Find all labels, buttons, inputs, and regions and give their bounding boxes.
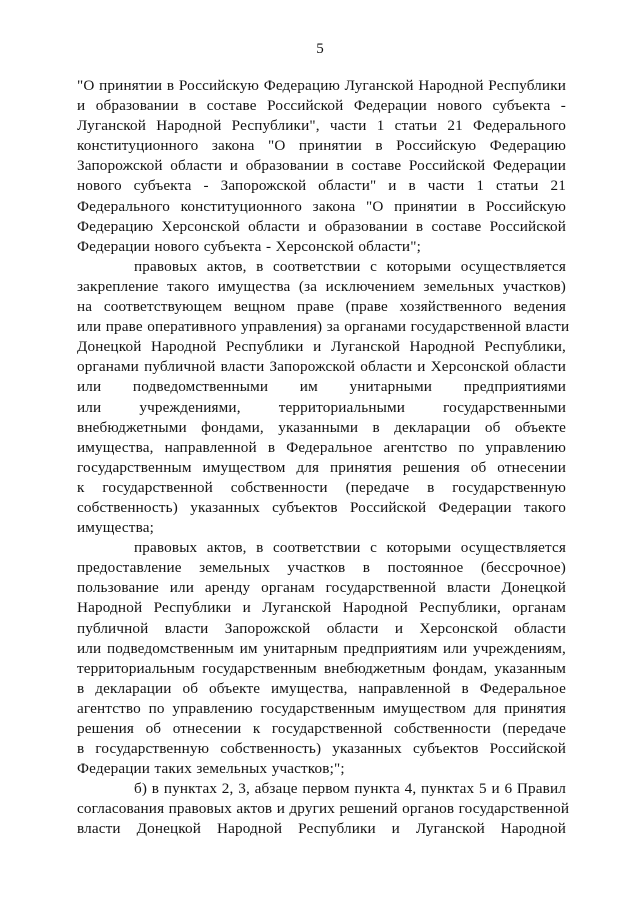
text-line: нового субъекта - Запорожской области" и в части 1 статьи 21 [77,177,566,195]
text-line: правовых актов, в соответствии с которыми осуществляется [134,539,566,557]
text-line: или подведомственными им унитарными предприятиями [77,378,566,396]
text-line: Федерацию Херсонской области и образовании в составе Российской [77,217,566,235]
text-line: публичной власти Запорожской области и Херсонской области [77,619,566,637]
text-line: согласования правовых актов и других решений органов государственной [77,800,570,818]
text-line: или праве оперативного управления) за органами государственной власти [77,318,570,336]
text-line: и образовании в составе Российской Федерации нового субъекта - [77,97,566,115]
text-line: Запорожской области и образовании в составе Российской Федерации [77,157,566,175]
text-line: собственность) указанных субъектов Российской Федерации такого [77,498,566,516]
text-line: в государственную собственность) указанных субъектов Российской [77,740,566,758]
text-line: предоставление земельных участков в постоянное (бессрочное) [77,559,566,577]
document-body [77,76,570,840]
text-line: агентство по управлению государственным имуществом для принятия [77,699,566,717]
text-line: Федерального конституционного закона "О принятии в Российскую [77,197,566,215]
text-line: Луганской Народной Республики", части 1 статьи 21 Федерального [77,117,566,135]
text-line: Донецкой Народной Республики и Луганской Народной Республики, [77,338,566,356]
text-line: закрепление такого имущества (за исключением земельных участков) [77,277,566,295]
text-line: или подведомственным им унитарным предприятиям или учреждениям, [77,639,566,657]
text-line: или учреждениями, территориальными государственными [77,398,566,416]
text-line: органами публичной власти Запорожской области и Херсонской области [77,358,566,376]
page-number: 5 [316,41,324,57]
text-line: решения об отнесении к государственной собственности (передаче [77,720,566,737]
text-line: "О принятии в Российскую Федерацию Луганской Народной Республики [77,77,566,94]
text-line: государственным имуществом для принятия решения об отнесении [77,458,566,476]
text-line: власти Донецкой Народной Республики и Луганской Народной [77,820,566,838]
text-line: б) в пунктах 2, 3, абзаце первом пункта 4, пунктах 5 и 6 Правил [134,780,566,798]
text-line: в декларации об объекте имущества, направленной в Федеральное [77,679,566,697]
text-line: Федерации таких земельных участков;"; [77,760,345,778]
text-line: Федерации нового субъекта - Херсонской области"; [77,237,421,255]
text-line: Народной Республики и Луганской Народной Республики, органам [77,599,566,617]
text-line: внебюджетными фондами, указанными в декларации об объекте [77,418,566,436]
text-line: к государственной собственности (передаче в государственную [77,478,566,496]
text-line: правовых актов, в соответствии с которыми осуществляется [134,257,566,275]
text-line: на соответствующем вещном праве (праве хозяйственного ведения [77,298,566,316]
text-line: имущества; [77,519,154,537]
text-line: пользование или аренду органам государственной власти Донецкой [77,579,566,597]
text-line: конституционного закона "О принятии в Российскую Федерацию [77,137,566,155]
text-line: имущества, направленной в Федеральное агентство по управлению [77,438,566,456]
text-line: территориальным государственным внебюджетным фондам, указанным [77,659,566,677]
